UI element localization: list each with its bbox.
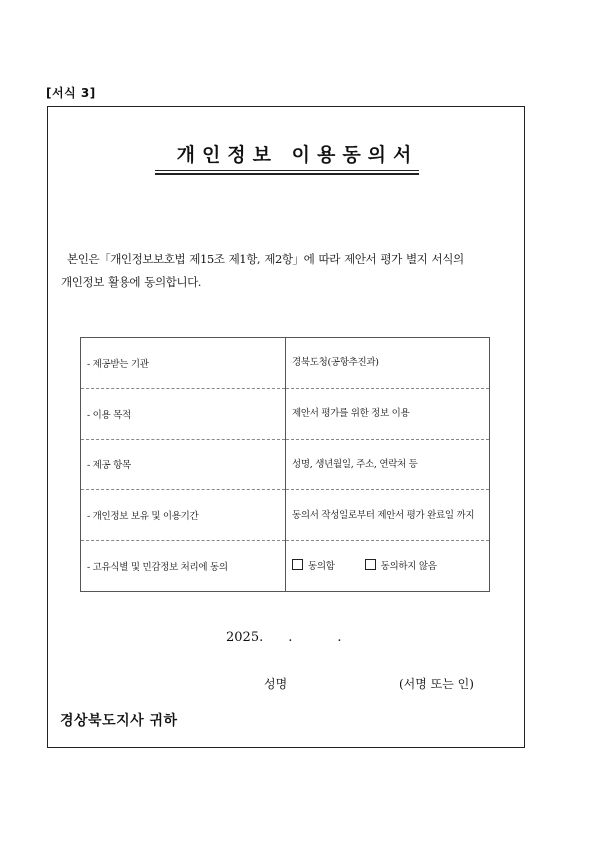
disagree-option[interactable]	[365, 561, 437, 572]
consent-info-table	[80, 337, 490, 592]
title-underline-thick	[155, 173, 419, 175]
table-row	[81, 388, 490, 439]
row-label-items: - 제공 항목	[81, 439, 286, 490]
agree-checkbox[interactable]	[292, 559, 303, 570]
consent-statement	[61, 248, 531, 294]
signing-date[interactable]	[226, 630, 342, 645]
table-row	[81, 439, 490, 490]
document-title: 개인정보 이용동의서	[176, 144, 419, 166]
name-label: 성명	[264, 677, 288, 691]
title-underline-thin	[155, 170, 419, 171]
disagree-checkbox[interactable]	[365, 559, 376, 570]
row-value-provider: 경북도청(공항추진과)	[286, 338, 490, 389]
form-number-label: [서식 3]	[46, 86, 96, 100]
disagree-label: 동의하지 않음	[380, 560, 437, 572]
table-row	[81, 338, 490, 389]
date-year: 2025.	[226, 630, 264, 645]
date-month-dot: .	[288, 630, 293, 645]
row-label-sensitive-consent: - 고유식별 및 민감정보 처리에 동의	[81, 541, 286, 592]
table-row	[81, 490, 490, 541]
row-value-purpose: 제안서 평가를 위한 정보 이용	[286, 388, 490, 439]
agree-label: 동의함	[308, 560, 335, 572]
agree-option[interactable]	[292, 561, 335, 572]
row-label-provider: - 제공받는 기관	[81, 338, 286, 389]
date-day-dot: .	[337, 630, 342, 645]
row-value-items: 성명, 생년월일, 주소, 연락처 등	[286, 439, 490, 490]
signature-field[interactable]: (서명 또는 인)	[399, 677, 474, 691]
addressee: 경상북도지사 귀하	[60, 713, 178, 729]
row-value-sensitive-consent	[286, 541, 490, 592]
row-value-retention: 동의서 작성일로부터 제안서 평가 완료일 까지	[286, 490, 490, 541]
row-label-retention: - 개인정보 보유 및 이용기간	[81, 490, 286, 541]
consent-statement-line2: 개인정보 활용에 동의합니다.	[61, 275, 201, 289]
row-label-purpose: - 이용 목적	[81, 388, 286, 439]
table-row	[81, 541, 490, 592]
consent-statement-line1: 본인은「개인정보보호법 제15조 제1항, 제2항」에 따라 제안서 평가 별지 서식의	[67, 252, 464, 266]
